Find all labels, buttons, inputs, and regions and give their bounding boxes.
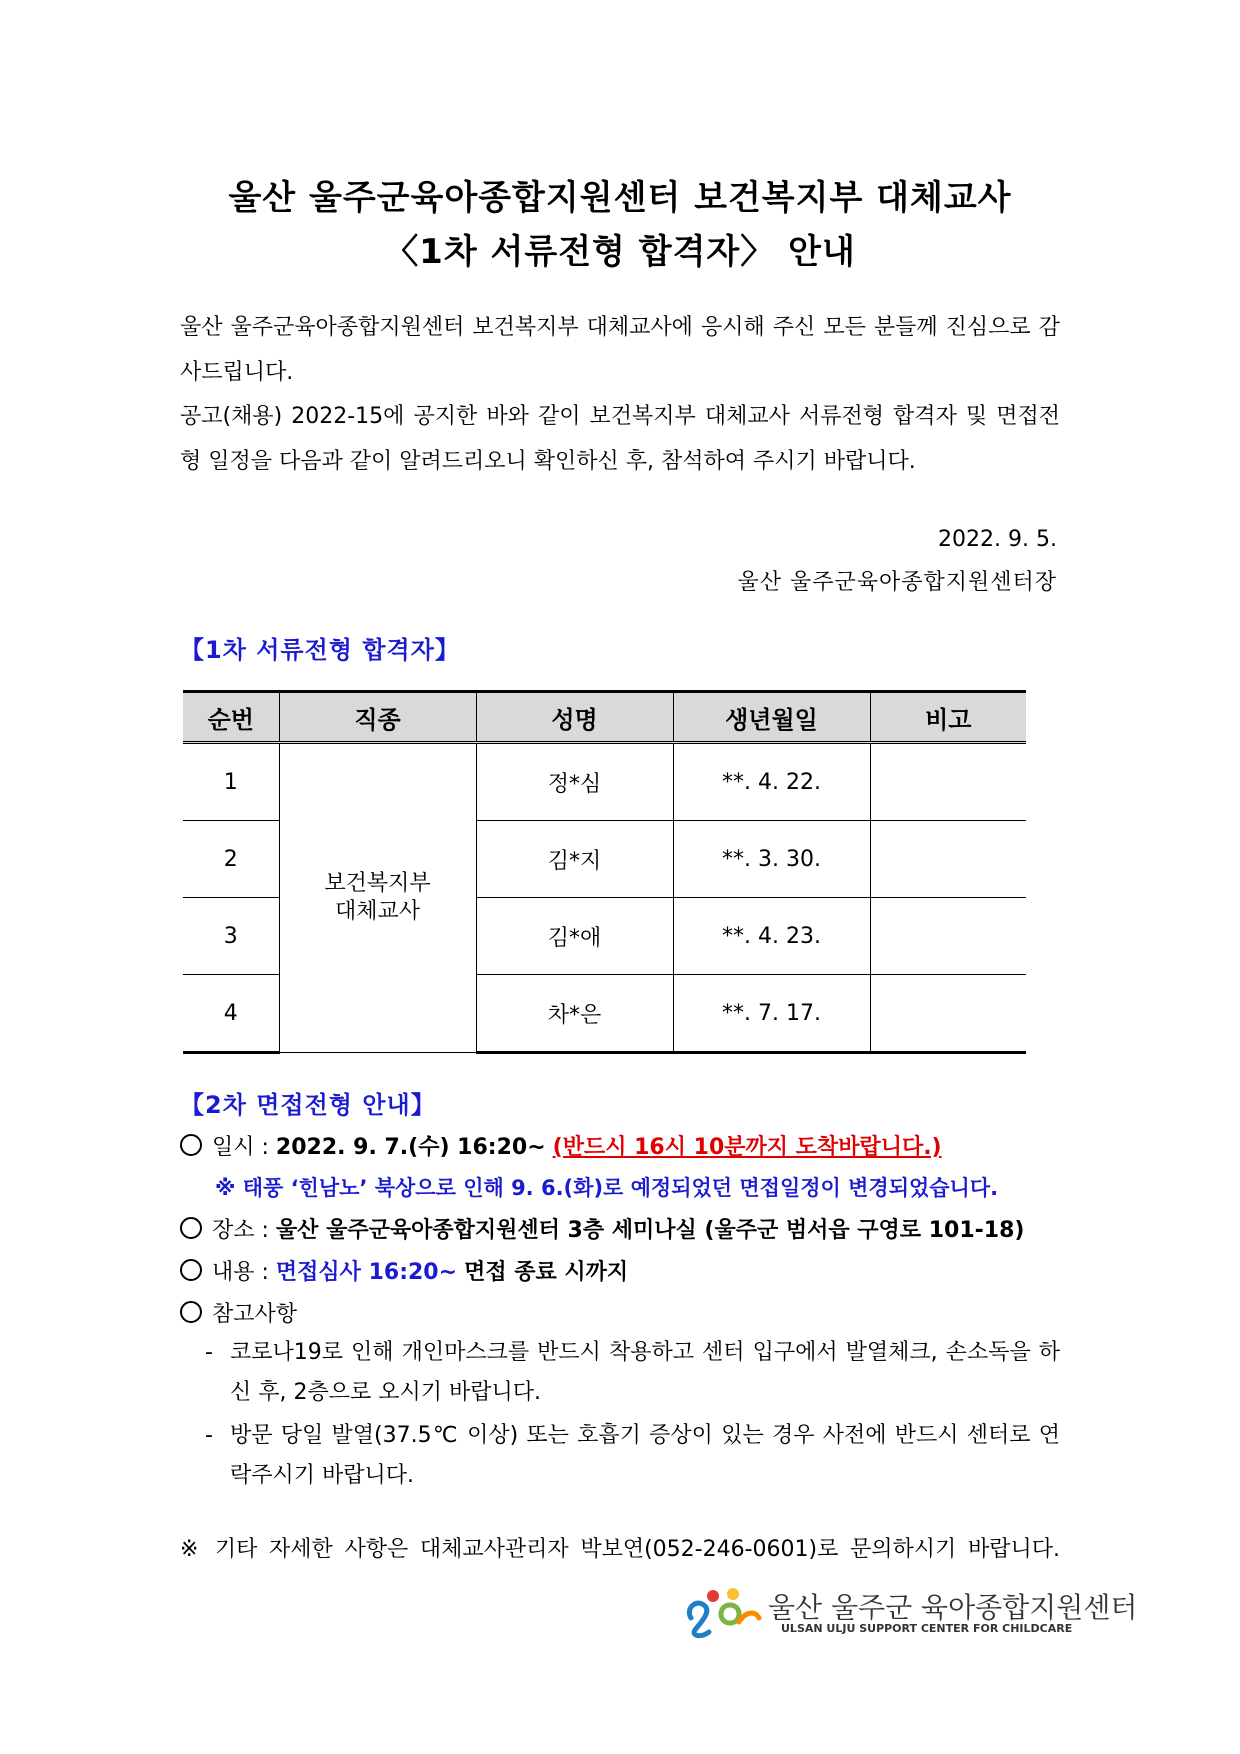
place-value: 울산 울주군육아종합지원센터 3층 세미나실 (울주군 범서읍 구영로 101-18) bbox=[275, 1218, 1025, 1243]
dash-bullet: - bbox=[205, 1340, 213, 1365]
place-label: 장소 : bbox=[212, 1218, 269, 1243]
page-subtitle: 〈1차 서류전형 합격자〉 안내 bbox=[384, 232, 856, 272]
job-type: 보건복지부 대체교사 bbox=[324, 871, 431, 924]
section-heading-passers: 【1차 서류전형 합격자】 bbox=[180, 636, 460, 664]
reference-item bbox=[205, 1333, 1060, 1413]
intro-paragraph-1: 울산 울주군육아종합지원센터 보건복지부 대체교사에 응시해 주신 모든 분들께 진심으로 감사드립니다. bbox=[180, 315, 1060, 385]
circle-bullet-icon bbox=[180, 1301, 202, 1323]
table-header-row bbox=[183, 692, 1026, 743]
applicant-name: 정*심 bbox=[476, 743, 673, 821]
birth-date: **. 4. 22. bbox=[673, 743, 870, 821]
circle-bullet-icon bbox=[180, 1217, 202, 1239]
applicant-name: 차*은 bbox=[476, 975, 673, 1053]
column-header: 비고 bbox=[870, 692, 1026, 743]
birth-date: **. 3. 30. bbox=[673, 821, 870, 898]
intro-paragraph-2: 공고(채용) 2022-15에 공지한 바와 같이 보건복지부 대체교사 서류전형 합격자 및 면접전형 일정을 다음과 같이 알려드리오니 확인하신 후, 참석하여 주시기 바랍니다. bbox=[180, 404, 1060, 474]
row-number: 4 bbox=[183, 975, 279, 1053]
passers-table bbox=[183, 690, 1026, 1054]
content-value-highlight: 면접심사 16:20~ bbox=[275, 1260, 458, 1285]
arrival-warning: (반드시 16시 10분까지 도착바랍니다.) bbox=[552, 1135, 942, 1160]
page-title: 울산 울주군육아종합지원센터 보건복지부 대체교사 bbox=[228, 178, 1012, 218]
row-number: 2 bbox=[183, 821, 279, 898]
reference-label: 참고사항 bbox=[212, 1302, 298, 1327]
dash-bullet: - bbox=[205, 1423, 213, 1448]
typhoon-notice: ※ 태풍 ‘힌남노’ 북상으로 인해 9. 6.(화)로 예정되었던 면접일정이 변경되었습니다. bbox=[215, 1176, 999, 1200]
column-header: 생년월일 bbox=[673, 692, 870, 743]
job-type-cell bbox=[279, 743, 476, 1053]
content-value: 면접 종료 시까지 bbox=[464, 1260, 629, 1285]
table-row bbox=[183, 743, 1026, 821]
remark bbox=[870, 975, 1026, 1053]
signer: 울산 울주군육아종합지원센터장 bbox=[737, 570, 1057, 595]
interview-datetime bbox=[180, 1130, 942, 1161]
interview-place bbox=[180, 1213, 1024, 1244]
reference-heading bbox=[180, 1297, 297, 1328]
circle-bullet-icon bbox=[180, 1134, 202, 1156]
reference-item-text: 코로나19로 인해 개인마스크를 반드시 착용하고 센터 입구에서 발열체크, 손소독을 하신 후, 2층으로 오시기 바랍니다. bbox=[230, 1340, 1060, 1405]
datetime-value: 2022. 9. 7.(수) 16:20~ bbox=[275, 1135, 546, 1160]
row-number: 3 bbox=[183, 898, 279, 975]
birth-date: **. 7. 17. bbox=[673, 975, 870, 1053]
interview-content bbox=[180, 1255, 628, 1286]
center-logo bbox=[683, 1582, 1138, 1642]
remark bbox=[870, 898, 1026, 975]
remark bbox=[870, 743, 1026, 821]
column-header: 직종 bbox=[279, 692, 476, 743]
reference-item bbox=[205, 1416, 1060, 1496]
content-label: 내용 : bbox=[212, 1260, 269, 1285]
row-number: 1 bbox=[183, 743, 279, 821]
reference-item-text: 방문 당일 발열(37.5℃ 이상) 또는 호흡기 증상이 있는 경우 사전에 반드시 센터로 연락주시기 바랍니다. bbox=[230, 1423, 1060, 1488]
logo-name: 울산 울주군 육아종합지원센터 bbox=[768, 1591, 1138, 1624]
center-logo-icon bbox=[683, 1582, 763, 1640]
logo-subtitle: ULSAN ULJU SUPPORT CENTER FOR CHILDCARE bbox=[781, 1622, 1073, 1635]
column-header: 순번 bbox=[183, 692, 279, 743]
contact-note: ※ 기타 자세한 사항은 대체교사관리자 박보연(052-246-0601)로 문의하시기 바랍니다. bbox=[180, 1537, 1060, 1562]
column-header: 성명 bbox=[476, 692, 673, 743]
circle-bullet-icon bbox=[180, 1259, 202, 1281]
birth-date: **. 4. 23. bbox=[673, 898, 870, 975]
remark bbox=[870, 821, 1026, 898]
section-heading-interview: 【2차 면접전형 안내】 bbox=[180, 1091, 436, 1119]
applicant-name: 김*애 bbox=[476, 898, 673, 975]
issue-date: 2022. 9. 5. bbox=[938, 527, 1057, 552]
datetime-label: 일시 : bbox=[212, 1135, 269, 1160]
applicant-name: 김*지 bbox=[476, 821, 673, 898]
